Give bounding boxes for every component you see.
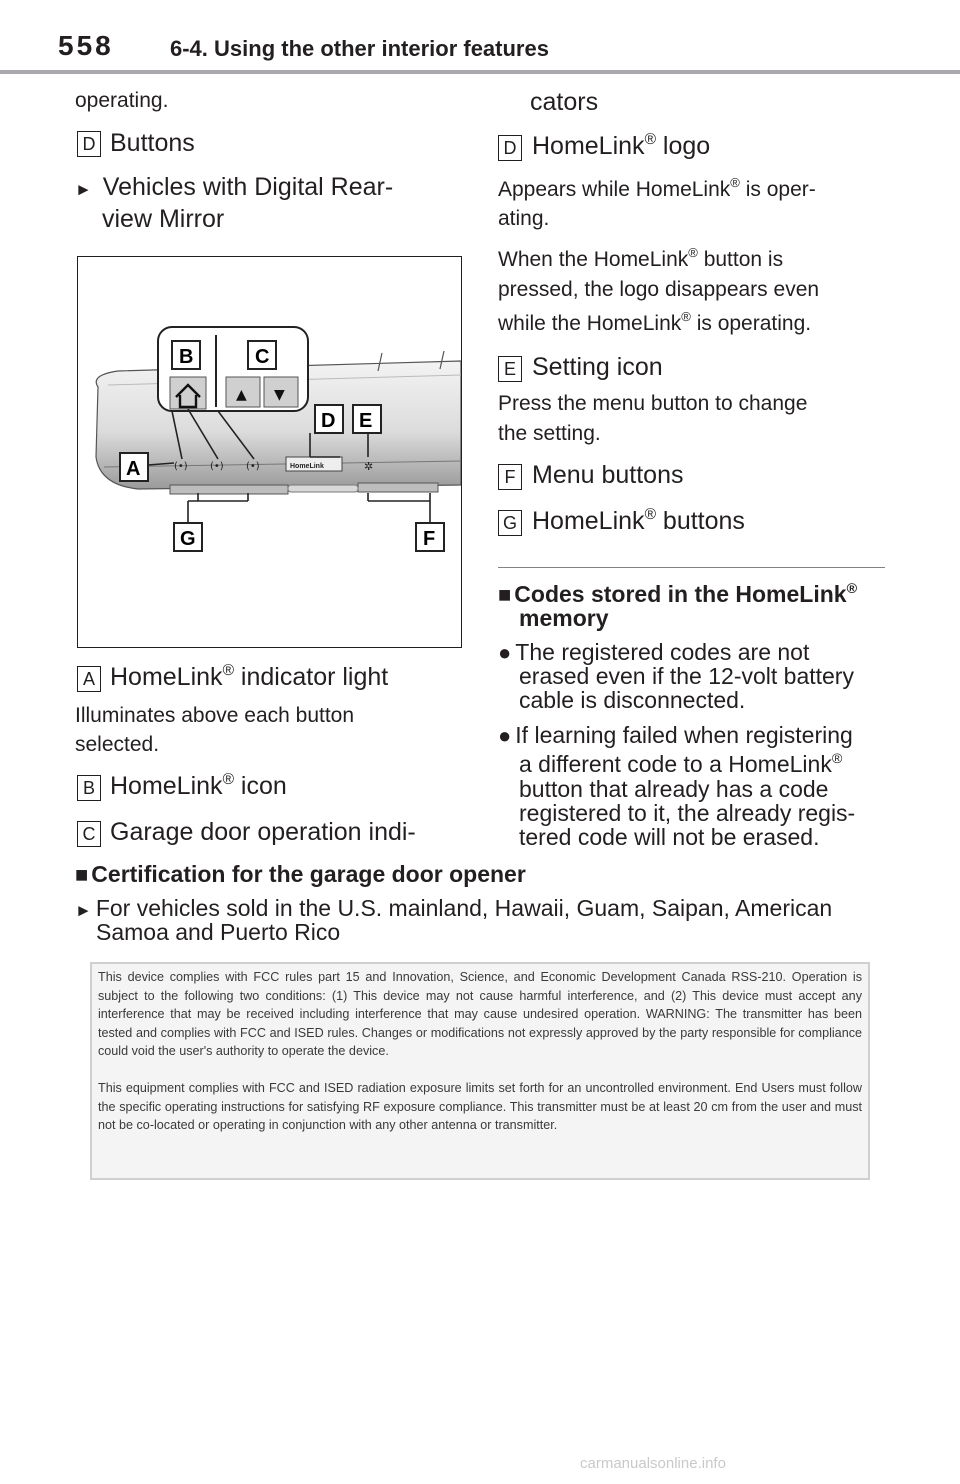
item-e-title: Setting icon bbox=[532, 353, 663, 381]
fcc-paragraph-1: This device complies with FCC rules part 15 and Innovation, Science, and Economic Development Canada RSS-210. Operation is subject to the following two conditions: (1) This device may not cause harmful interference, and (2) This device must accept any interference that may be received including interference that may cause undesired operation. WARNING: The transmitter has been tested and complies with FCC and ISED rules. Changes or modifications not expressly approved by the party responsible for compliance could void the user's authority to operate the device. bbox=[98, 970, 862, 1059]
item-d-desc5: while the HomeLink® is operating. bbox=[498, 309, 812, 335]
up-arrow-icon: ▲ bbox=[236, 387, 247, 403]
item-d-title: HomeLink® logo bbox=[532, 130, 711, 160]
badge-a: A bbox=[77, 666, 101, 692]
badge-f: F bbox=[498, 464, 522, 490]
item-c-title: Garage door operation indi- bbox=[110, 818, 416, 846]
homelink-logo: HomeLink bbox=[290, 463, 324, 470]
fcc-paragraph-2: This equipment complies with FCC and ISED radiation exposure limits set forth for an uncontrolled environment. End Users must follow the specific operating instructions for satisfying RF exposure compliance. This transmitter must be at least 20 cm from the user and must not be co-located or operating in conjunction with any other antenna or transmitter. bbox=[98, 1080, 862, 1133]
badge-e: E bbox=[498, 356, 522, 382]
indicator-icon-3: (•) bbox=[246, 461, 260, 472]
cert-sub-line2: Samoa and Puerto Rico bbox=[96, 919, 341, 945]
arrow-icon: ► bbox=[75, 180, 92, 199]
arrow-icon: ► bbox=[75, 901, 92, 920]
item-d-desc4: pressed, the logo disappears even bbox=[498, 278, 820, 301]
item-c-continued: cators bbox=[530, 88, 599, 116]
fcc-statement bbox=[90, 962, 870, 1180]
bullet2-line1: ● If learning failed when registering bbox=[498, 722, 853, 748]
item-f-title: Menu buttons bbox=[532, 461, 684, 489]
cert-sub-line1: ► For vehicles sold in the U.S. mainland, Hawaii, Guam, Saipan, American bbox=[75, 895, 833, 921]
label-a: A bbox=[126, 458, 141, 480]
bullet1-line2: erased even if the 12-volt battery bbox=[519, 663, 854, 689]
item-d-desc2: ating. bbox=[498, 207, 550, 230]
bullet2-line3: button that already has a code bbox=[519, 776, 829, 802]
badge-g: G bbox=[498, 510, 522, 536]
item-e-desc2: the setting. bbox=[498, 422, 601, 445]
dot-bullet-icon: ● bbox=[498, 640, 512, 665]
watermark: carmanualsonline.info bbox=[580, 1455, 726, 1472]
badge-d: D bbox=[498, 135, 522, 161]
dot-bullet-icon: ● bbox=[498, 723, 512, 748]
intro-text: operating. bbox=[75, 89, 169, 112]
subhead-digital-mirror: ► Vehicles with Digital Rear- bbox=[75, 173, 394, 201]
square-bullet-icon: ■ bbox=[498, 582, 512, 607]
label-e: E bbox=[359, 410, 373, 432]
badge-d-buttons: D bbox=[77, 131, 101, 157]
mirror-figure bbox=[77, 256, 462, 648]
column-divider bbox=[498, 567, 885, 568]
item-a-desc1: Illuminates above each button bbox=[75, 704, 355, 727]
bullet2-line5: tered code will not be erased. bbox=[519, 824, 820, 850]
buttons-title: Buttons bbox=[110, 129, 195, 157]
bullet2-line4: registered to it, the already regis- bbox=[519, 800, 856, 826]
section-title: 6-4. Using the other interior features bbox=[170, 36, 549, 61]
item-g-title: HomeLink® buttons bbox=[532, 505, 745, 535]
item-e-desc1: Press the menu button to change bbox=[498, 392, 808, 415]
down-arrow-icon: ▼ bbox=[274, 387, 285, 403]
item-d-desc1: Appears while HomeLink® is oper- bbox=[498, 175, 816, 201]
item-d-desc3: When the HomeLink® button is bbox=[498, 245, 784, 271]
label-d: D bbox=[321, 410, 336, 432]
codes-heading-line2: memory bbox=[519, 605, 609, 631]
label-b: B bbox=[179, 346, 194, 368]
item-b-title: HomeLink® icon bbox=[110, 770, 287, 800]
item-a-title: HomeLink® indicator light bbox=[110, 661, 389, 691]
bullet1-line1: ● The registered codes are not bbox=[498, 639, 810, 665]
header-rule bbox=[0, 70, 960, 74]
badge-c: C bbox=[77, 821, 101, 847]
item-a-desc2: selected. bbox=[75, 733, 160, 756]
square-bullet-icon: ■ bbox=[75, 862, 89, 887]
label-f: F bbox=[423, 528, 436, 550]
label-c: C bbox=[255, 346, 270, 368]
codes-heading: ■ Codes stored in the HomeLink® bbox=[498, 580, 858, 607]
indicator-icon-1: (•) bbox=[174, 461, 188, 472]
gear-icon: ✲ bbox=[364, 460, 374, 473]
indicator-icon-2: (•) bbox=[210, 461, 224, 472]
cert-heading: ■ Certification for the garage door opener bbox=[75, 861, 526, 887]
label-g: G bbox=[180, 528, 196, 550]
bullet1-line3: cable is disconnected. bbox=[519, 687, 746, 713]
bullet2-line2: a different code to a HomeLink® bbox=[519, 750, 843, 777]
subhead-line2: view Mirror bbox=[102, 205, 225, 233]
page-number: 558 bbox=[58, 30, 114, 61]
badge-b: B bbox=[77, 775, 101, 801]
mirror-illustration bbox=[78, 257, 461, 647]
